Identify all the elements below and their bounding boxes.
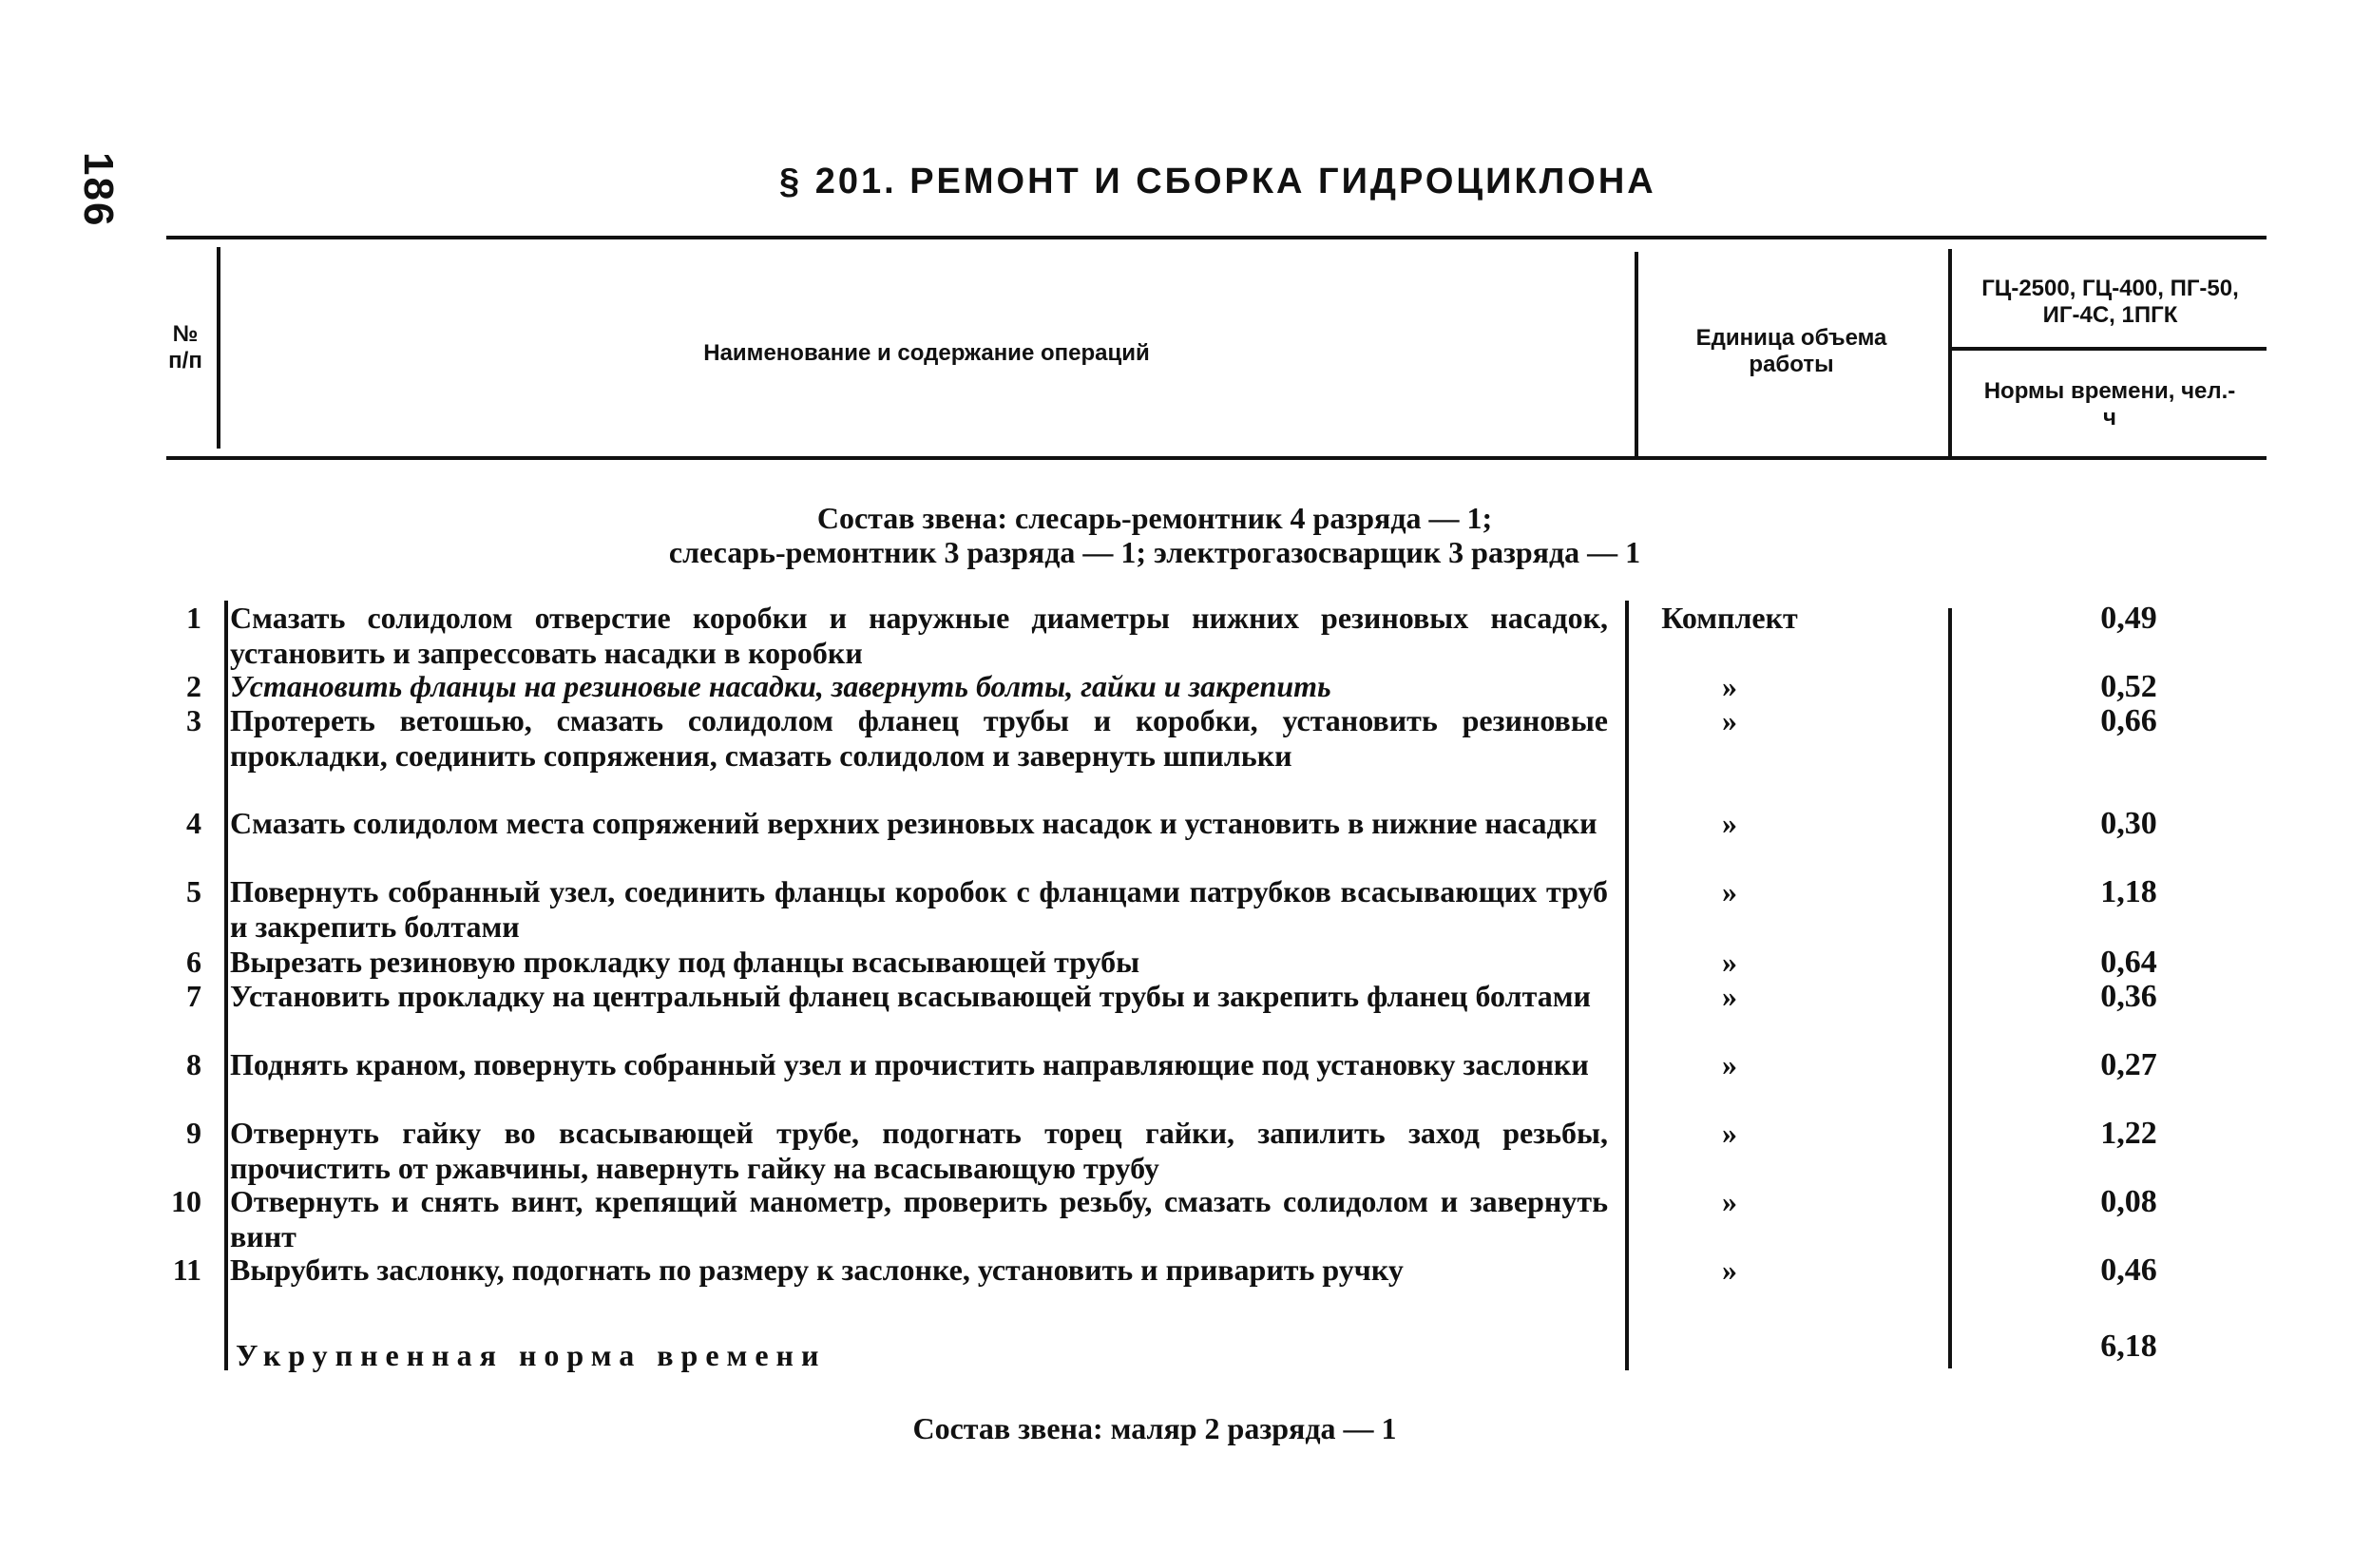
row-number: 10 bbox=[171, 1184, 201, 1218]
header-norm: Нормы времени, чел.-ч bbox=[1983, 378, 2236, 430]
header-top-rule bbox=[166, 236, 2267, 239]
row-norm: 1,22 bbox=[2100, 1116, 2157, 1151]
row-text: Поднять краном, повернуть собранный узел и прочистить направляющие под установку заслонки bbox=[230, 1047, 1589, 1081]
total-label: Укрупненная норма времени bbox=[236, 1338, 827, 1372]
row-number: 7 bbox=[186, 979, 201, 1013]
total-value: 6,18 bbox=[2100, 1329, 2157, 1364]
row-text: Протереть ветошью, смазать солидолом фланец трубы и коробки, установить резиновые прокладки, соединить сопряжения, смазать солидолом и завернуть шпильки bbox=[230, 703, 1608, 773]
body-col-divider-1 bbox=[224, 601, 228, 1370]
row-number: 5 bbox=[186, 874, 201, 908]
row-text: Отвернуть гайку во всасывающей трубе, подогнать торец гайки, запилить заход резьбы, прочистить от ржавчины, навернуть гайку на всасывающую трубу bbox=[230, 1116, 1608, 1185]
row-norm: 1,18 bbox=[2100, 874, 2157, 909]
header-col-divider-2 bbox=[1635, 252, 1638, 456]
body-col-divider-3 bbox=[1948, 608, 1952, 1368]
header-unit: Единица объема работы bbox=[1695, 325, 1887, 377]
row-unit: » bbox=[1722, 1252, 1737, 1287]
header-models-rule bbox=[1952, 347, 2267, 351]
row-norm: 0,36 bbox=[2100, 979, 2157, 1014]
row-number: 2 bbox=[186, 669, 201, 703]
header-col-divider-3 bbox=[1948, 249, 1952, 456]
row-number: 11 bbox=[172, 1252, 201, 1287]
body-col-divider-2 bbox=[1625, 601, 1629, 1370]
header-bottom-rule bbox=[166, 456, 2267, 460]
row-number: 3 bbox=[186, 703, 201, 737]
row-text: Смазать солидолом места сопряжений верхних резиновых насадок и установить в нижние насадки bbox=[230, 806, 1597, 840]
header-num: № п/п bbox=[168, 321, 202, 373]
row-number: 8 bbox=[186, 1047, 201, 1081]
row-unit: » bbox=[1722, 945, 1737, 979]
row-unit: » bbox=[1722, 703, 1737, 737]
row-unit: » bbox=[1722, 979, 1737, 1013]
section-title: § 201. РЕМОНТ И СБОРКА ГИДРОЦИКЛОНА bbox=[779, 162, 1656, 201]
row-number: 9 bbox=[186, 1116, 201, 1150]
row-unit: » bbox=[1722, 1047, 1737, 1081]
row-norm: 0,46 bbox=[2100, 1252, 2157, 1288]
row-text: Вырубить заслонку, подогнать по размеру к заслонке, установить и приварить ручку bbox=[230, 1252, 1404, 1287]
crew-line-1: Состав звена: слесарь-ремонтник 4 разряда — 1; bbox=[816, 501, 1493, 535]
row-text: Отвернуть и снять винт, крепящий манометр, проверить резьбу, смазать солидолом и завернуть винт bbox=[230, 1184, 1608, 1253]
row-text: Установить фланцы на резиновые насадки, завернуть болты, гайки и закрепить bbox=[230, 669, 1331, 703]
row-unit: » bbox=[1722, 1116, 1737, 1150]
row-number: 1 bbox=[186, 601, 201, 635]
header-models: ГЦ-2500, ГЦ-400, ПГ-50, ИГ-4С, 1ПГК bbox=[1981, 276, 2239, 328]
row-unit: » bbox=[1722, 874, 1737, 908]
row-unit: » bbox=[1722, 806, 1737, 840]
row-unit: Комплект bbox=[1661, 601, 1798, 635]
header-name: Наименование и содержание операций bbox=[703, 340, 1150, 366]
row-norm: 0,49 bbox=[2100, 601, 2157, 636]
header-col-divider-1 bbox=[217, 247, 220, 449]
row-norm: 0,52 bbox=[2100, 669, 2157, 704]
row-text: Вырезать резиновую прокладку под фланцы всасывающей трубы bbox=[230, 945, 1140, 979]
row-norm: 0,66 bbox=[2100, 703, 2157, 738]
row-unit: » bbox=[1722, 669, 1737, 703]
row-number: 4 bbox=[186, 806, 201, 840]
row-norm: 0,08 bbox=[2100, 1184, 2157, 1219]
page-number: 186 bbox=[75, 152, 122, 228]
row-text: Смазать солидолом отверстие коробки и наружные диаметры нижних резиновых насадок, установить и запрессовать насадки в коробки bbox=[230, 601, 1608, 670]
row-text: Установить прокладку на центральный фланец всасывающей трубы и закрепить фланец болтами bbox=[230, 979, 1591, 1013]
row-number: 6 bbox=[186, 945, 201, 979]
row-norm: 0,64 bbox=[2100, 945, 2157, 980]
row-norm: 0,27 bbox=[2100, 1047, 2157, 1082]
row-text: Повернуть собранный узел, соединить фланцы коробок с фланцами патрубков всасывающих труб и закрепить болтами bbox=[230, 874, 1608, 944]
crew-line-2: слесарь-ремонтник 3 разряда — 1; электрогазосварщик 3 разряда — 1 bbox=[668, 535, 1641, 569]
row-norm: 0,30 bbox=[2100, 806, 2157, 841]
crew2-line: Состав звена: маляр 2 разряда — 1 bbox=[912, 1411, 1397, 1445]
row-unit: » bbox=[1722, 1184, 1737, 1218]
